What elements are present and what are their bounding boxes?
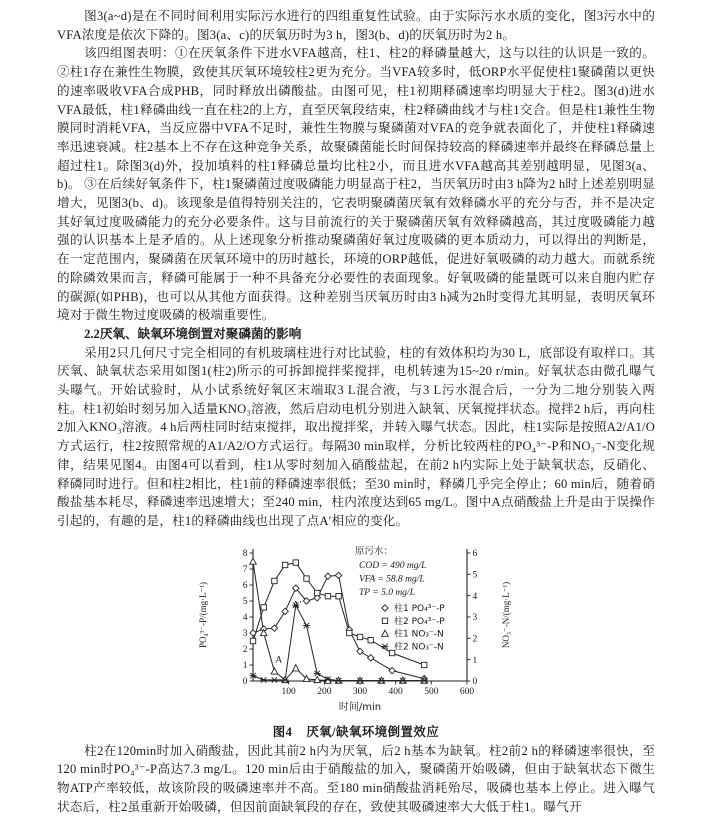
- svg-text:3: 3: [472, 612, 478, 623]
- svg-text:500: 500: [424, 686, 439, 697]
- svg-text:5: 5: [242, 596, 248, 607]
- svg-text:1: 1: [242, 660, 248, 671]
- svg-text:柱2 NO₃⁻-N: 柱2 NO₃⁻-N: [394, 642, 444, 653]
- svg-text:原污水：: 原污水：: [355, 545, 394, 557]
- svg-text:A: A: [275, 655, 283, 666]
- svg-text:400: 400: [388, 686, 403, 697]
- svg-text:1: 1: [472, 655, 478, 666]
- caption-label: 图4: [272, 724, 293, 739]
- svg-text:600: 600: [459, 686, 475, 697]
- svg-text:NO₃⁻-N/(mg·L⁻¹): NO₃⁻-N/(mg·L⁻¹): [501, 581, 511, 648]
- svg-text:柱1 PO₄³⁻-P: 柱1 PO₄³⁻-P: [394, 603, 445, 614]
- svg-text:6: 6: [472, 548, 478, 559]
- svg-text:VFA = 58.8 mg/L: VFA = 58.8 mg/L: [359, 574, 425, 585]
- svg-text:COD = 490 mg/L: COD = 490 mg/L: [359, 560, 427, 571]
- svg-text:4: 4: [472, 591, 478, 602]
- svg-text:8: 8: [242, 548, 248, 559]
- svg-text:5: 5: [472, 570, 478, 581]
- line-chart: [195, 537, 517, 715]
- svg-text:2: 2: [472, 634, 478, 645]
- svg-text:100: 100: [281, 686, 296, 697]
- section-heading: 2.2厌氧、缺氧环境倒置对聚磷菌的影响: [84, 326, 302, 341]
- svg-text:0: 0: [472, 676, 478, 687]
- figure-caption: [57, 724, 655, 740]
- svg-text:A′: A′: [292, 600, 302, 611]
- caption-text: 厌氧/缺氧环境倒置效应: [306, 724, 440, 739]
- svg-text:300: 300: [352, 686, 368, 697]
- svg-text:4: 4: [242, 612, 248, 623]
- paragraph-3: 采用2只几何尺寸完全相同的有机玻璃柱进行对比试验，柱的有效体积均为30 L，底部设有取样口。其厌氧、缺氧状态采用如图1(柱2)所示的可拆卸搅拌桨搅拌，电机转速为15~20 r/min。好氧状态由微孔曝气头曝气。开始试验时，从小试系统好氧区末端取3 L混合液，与3 L污水混合后，一分为二地分别装入两柱。柱1初始时刻另加入适量KNO₃溶液，然后启动电机分别进入缺氧、厌氧搅拌状态。搅拌2 h后，再向柱2加入KNO₃溶液。4 h后两柱同时结束搅拌，取出搅拌桨，并转入曝气状态。因此，柱1实际是按照A2/A1/O方式运行，柱2按照常规的A1/A2/O方式运行。每隔30 min取样，分析比较两柱的PO₄³⁻-P和NO₃⁻-N变化规律，结果见图4。由图4可以看到，柱1从零时刻加入硝酸盐起，在前2 h内实际上处于缺氧状态，反硝化、释磷同时进行。但和柱2相比，柱1前的释磷速率很低；至30 min时，释磷几乎完全停止；60 min后，随着硝酸盐基本耗尽，释磷速率迅速增大；至240 min，柱内浓度达到65 mg/L。图中A点硝酸盐上升是由于误操作引起的，有趣的是，柱1的释磷曲线也出现了点A′相应的变化。: [57, 345, 655, 528]
- svg-text:3: 3: [242, 628, 248, 639]
- svg-text:7: 7: [242, 564, 248, 575]
- svg-text:TP = 5.0 mg/L: TP = 5.0 mg/L: [359, 587, 415, 598]
- paragraph-4: 柱2在120min时加入硝酸盐，因此其前2 h内为厌氧，后2 h基本为缺氧。柱2前2 h的释磷速率很快，至120 min时PO₄³⁻-P高达7.3 mg/L。120 min后由于硝酸盐的加入，聚磷菌开始吸磷，但由于缺氧状态下微生物ATP产率较低，故该阶段的吸磷速率并不高。至180 min硝酸盐消耗殆尽，吸磷也基本上停止。进入曝气状态后，柱2虽重新开始吸磷，但因前面缺氧段的存在，致使其吸磷速率大大低于柱1。曝气开: [57, 743, 655, 814]
- svg-text:时间/min: 时间/min: [338, 701, 382, 713]
- svg-text:柱1 NO₃⁻-N: 柱1 NO₃⁻-N: [394, 629, 444, 640]
- svg-text:6: 6: [242, 580, 248, 591]
- paragraph-1: 图3(a~d)是在不同时间利用实际污水进行的四组重复性试验。由于实际污水水质的变化，图3污水中的VFA浓度是依次下降的。图3(a、c)的厌氧历时为3 h，图3(b、d)的厌氧历时为2 h。: [57, 9, 655, 42]
- svg-text:柱2 PO₄³⁻-P: 柱2 PO₄³⁻-P: [394, 616, 445, 627]
- svg-text:0: 0: [242, 676, 248, 687]
- svg-text:200: 200: [317, 686, 332, 697]
- figure-4: [57, 537, 655, 740]
- paragraph-2: 该四组图表明：①在厌氧条件下进水VFA越高，柱1、柱2的释磷量越大，这与以往的认识是一致的。②柱1存在兼性生物膜，致使其厌氧环境较柱2更为充分。当VFA较多时，低ORP水平促使柱1聚磷菌以更快的速率吸收VFA合成PHB，同时释放出磷酸盐。由图可见，柱1初期释磷速率均明显大于柱2。图3(d)进水VFA最低，柱1释磷曲线一直在柱2的上方，直至厌氧段结束，柱2释磷曲线才与柱1交合。但是柱1兼性生物膜同时消耗VFA，当反应器中VFA不足时，兼性生物膜与聚磷菌对VFA的竞争就表面化了，并使柱1释磷速率迅速衰减。柱2基本上不存在这种竞争关系，故聚磷菌能长时间保持较高的释磷速率并最终在释磷总量上超过柱1。除图3(d)外，投加填料的柱1释磷总量均比柱2小，而且进水VFA越高其差别越明显，见图3(a、b)。 ③在后续好氧条件下，柱1聚磷菌过度吸磷能力明显高于柱2，当厌氧历时由3 h降为2 h时上述差别明显增大，见图3(b、d)。该现象是值得特别关注的，它表明聚磷菌厌氧有效释磷水平的充分与否，并不是决定其好氧过度吸磷能力的充分必要条件。这与目前流行的关于聚磷菌厌氧有效释磷越高，其过度吸磷能力越强的认识基本上是矛盾的。从上述现象分析推动聚磷菌好氧过度吸磷的更本质动力，可以得出的判断是，在一定范围内，聚磷菌在厌氧环境中的历时越长，环境的ORP越低，促进好氧吸磷的动力越大。而就系统的除磷效果而言，释磷可能属于一种不具备充分必要性的表面现象。好氧吸磷的能量既可以来自胞内贮存的碳源(如PHB)，也可以从其他方面获得。这种差别当厌氧历时由3 h减为2h时变得尤其明显，表明厌氧环境对于微生物过度吸磷的极端重要性。: [57, 46, 655, 323]
- svg-text:2: 2: [242, 644, 248, 655]
- svg-text:PO₄³⁻-P/(mg·L⁻¹): PO₄³⁻-P/(mg·L⁻¹): [198, 581, 208, 648]
